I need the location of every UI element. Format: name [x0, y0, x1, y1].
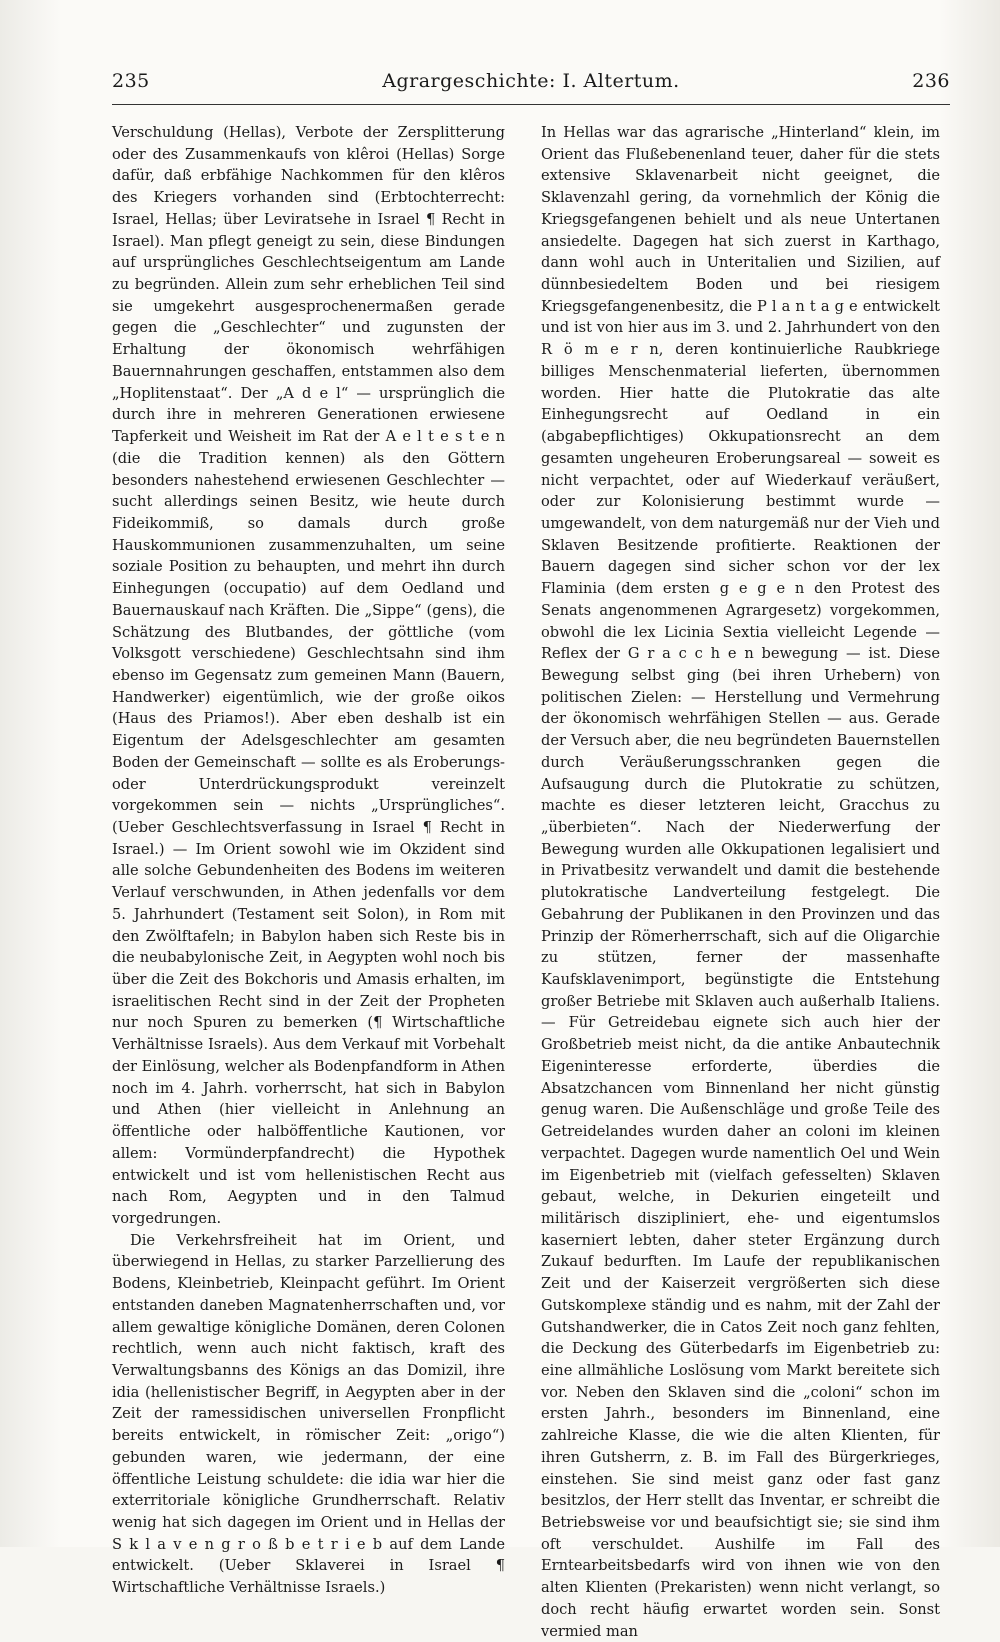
running-header [112, 70, 950, 100]
header-rule [112, 104, 950, 105]
running-title: Agrargeschichte: I. Altertum. [382, 70, 680, 92]
page-number-left: 235 [112, 70, 150, 92]
right-column [541, 122, 940, 1642]
right-paragraph-1: In Hellas war das agrarische „Hinterland“ klein, im Orient das Flußebenenland teuer, daher für die stets extensive Sklavenarbeit nicht geeignet, die Sklavenzahl gering, da vornehmlich der König die Kriegsgefangenen behielt und als neue Untertanen ansiedelte. Dagegen hat sich zuerst in Karthago, dann wohl auch in Unteritalien und Sizilien, auf dünnbesiedeltem Boden und bei riesigem Kriegsgefangenenbesitz, die P l a n t a g e entwickelt und ist von hier aus im 3. und 2. Jahrhundert von den R ö m e r n, deren kontinuierliche Raubkriege billiges Menschenmaterial lieferten, übernommen worden. Hier hatte die Plutokratie das alte Einhegungsrecht auf Oedland in ein (abgabepflichtiges) Okkupationsrecht an dem gesamten ungeheuren Eroberungsareal — soweit es nicht verpachtet, oder auf Wiederkauf veräußert, oder zur Kolonisierung bestimmt wurde — umgewandelt, von dem naturgemäß nur der Vieh und Sklaven Besitzende profitierte. Reaktionen der Bauern dagegen sind sicher schon vor der lex Flaminia (dem ersten g e g e n den Protest des Senats angenommenen Agrargesetz) vorgekommen, obwohl die lex Licinia Sextia vielleicht Legende — Reflex der G r a c c h e n bewegung — ist. Diese Bewegung selbst ging (bei ihren Urhebern) von politischen Zielen: — Herstellung und Vermehrung der ökonomisch wehrfähigen Stellen — aus. Gerade der Versuch aber, die neu begründeten Bauernstellen durch Veräußerungsschranken gegen die Aufsaugung durch die Plutokratie zu schützen, machte es dieser letzteren leicht, Gracchus zu „überbieten“. Nach der Niederwerfung der Bewegung wurden alle Okkupationen legalisiert und in Privatbesitz verwandelt und damit die bestehende plutokratische Landverteilung festgelegt. Die Gebahrung der Publikanen in den Provinzen und das Prinzip der Römerherrschaft, sich auf die Oligarchie zu stützen, ferner der massenhafte Kaufsklavenimport, begünstigte die Entstehung großer Betriebe mit Sklaven auch außerhalb Italiens. — Für Getreidebau eignete sich auch hier der Großbetrieb meist nicht, da die antike Anbautechnik Eigeninteresse erforderte, überdies die Absatzchancen vom Binnenland her nicht günstig genug waren. Die Außenschläge und große Teile des Getreidelandes wurden daher an coloni im kleinen verpachtet. Dagegen wurde namentlich Oel und Wein im Eigenbetrieb mit (vielfach gefesselten) Sklaven gebaut, welche, in Dekurien eingeteilt und militärisch diszipliniert, ehe- und eigentumslos kaserniert lebten, daher steter Ergänzung durch Zukauf bedurften. Im Laufe der republikanischen Zeit und der Kaiserzeit vergrößerten sich diese Gutskomplexe ständig und es nahm, mit der Zahl der Gutshandwerker, die in Catos Zeit noch ganz fehlten, die Deckung des Güterbedarfs im Eigenbetrieb zu: eine allmähliche Loslösung vom Markt bereitete sich vor. Neben den Sklaven sind die „coloni“ schon im ersten Jahrh., besonders im Binnenland, eine zahlreiche Klasse, die wie die alten Klienten, für ihren Gutsherrn, z. B. im Fall des Bürgerkrieges, einstehen. Sie sind meist ganz oder fast ganz besitzlos, der Herr stellt das Inventar, er schreibt die Betriebsweise vor und beaufsichtigt sie; sie sind ihm oft verschuldet. Aushilfe im Fall des Erntearbeitsbedarfs wird von ihnen wie von den alten Klienten (Prekaristen) wenn nicht verlangt, so doch recht häufig erwartet worden sein. Sonst vermied man [541, 124, 940, 1640]
left-paragraph-2: Die Verkehrsfreiheit hat im Orient, und überwiegend in Hellas, zu starker Parzellierung des Bodens, Kleinbetrieb, Kleinpacht geführt. Im Orient entstanden daneben Magnatenherrschaften und, vor allem gewaltige königliche Domänen, deren Colonen rechtlich, wenn auch nicht faktisch, kraft des Verwaltungsbanns des Königs an das Domizil, ihre idia (hellenistischer Begriff, in Aegypten aber in der Zeit der ramessidischen universellen Fronpflicht bereits entwickelt, in römischer Zeit: „origo“) gebunden waren, wie jedermann, der eine öffentliche Leistung schuldete: die idia war hier die exterritoriale königliche Grundherrschaft. Relativ wenig hat sich dagegen im Orient und in Hellas der S k l a v e n g r o ß b e t r i e b auf dem Lande entwickelt. (Ueber Sklaverei in Israel ¶ Wirtschaftliche Verhältnisse Israels.) [112, 1231, 505, 1597]
left-paragraph-1: Verschuldung (Hellas), Verbote der Zersplitterung oder des Zusammenkaufs von klêroi (Hellas) Sorge dafür, daß erbfähige Nachkommen für den klêros des Kriegers vorhanden sind (Erbtochterrecht: Israel, Hellas; über Leviratsehe in Israel ¶ Recht in Israel). Man pflegt geneigt zu sein, diese Bindungen auf ursprüngliches Geschlechtseigentum am Lande zu begründen. Allein zum sehr erheblichen Teil sind sie umgekehrt ausgesprochenermaßen gerade gegen die „Geschlechter“ und zugunsten der Erhaltung der ökonomisch wehrfähigen Bauernnahrungen geschaffen, entstammen also dem „Hoplitenstaat“. Der „A d e l“ — ursprünglich die durch ihre in mehreren Generationen erwiesene Tapferkeit und Weisheit im Rat der A e l t e s t e n (die die Tradition kennen) als den Göttern besonders nahestehend erwiesenen Geschlechter — sucht allerdings seinen Besitz, wie heute durch Fideikommiß, so damals durch große Hauskommunionen zusammenzuhalten, um seine soziale Position zu behaupten, und mehrt ihn durch Einhegungen (occupatio) auf dem Oedland und Bauernauskauf nach Kräften. Die „Sippe“ (gens), die Schätzung des Blutbandes, der göttliche (vom Volksgott verschiedene) Geschlechtsahn sind ihm ebenso im Gegensatz zum gemeinen Mann (Bauern, Handwerker) eigentümlich, wie der große oikos (Haus des Priamos!). Aber eben deshalb ist ein Eigentum der Adelsgeschlechter am gesamten Boden der Gemeinschaft — sollte es als Eroberungs- oder Unterdrückungsprodukt vereinzelt vorgekommen sein — nichts „Ursprüngliches“. (Ueber Geschlechtsverfassung in Israel ¶ Recht in Israel.) — Im Orient sowohl wie im Okzident sind alle solche Gebundenheiten des Bodens im weiteren Verlauf verschwunden, in Athen jedenfalls vor dem 5. Jahrhundert (Testament seit Solon), in Rom mit den Zwölftafeln; in Babylon haben sich Reste bis in die neubabylonische Zeit, in Aegypten wohl noch bis über die Zeit des Bokchoris und Amasis erhalten, im israelitischen Recht sind in der Zeit der Propheten nur noch Spuren zu bemerken (¶ Wirtschaftliche Verhältnisse Israels). Aus dem Verkauf mit Vorbehalt der Einlösung, welcher als Bodenpfandform in Athen noch im 4. Jahrh. vorherrscht, hat sich in Babylon und Athen (hier vielleicht in Anlehnung an öffentliche oder halböffentliche Kautionen, vor allem: Vormünderpfandrecht) die Hypothek entwickelt und ist vom hellenistischen Recht aus nach Rom, Aegypten und in den Talmud vorgedrungen. [112, 124, 505, 1227]
left-column [112, 122, 505, 1599]
page-number-right: 236 [912, 70, 950, 92]
